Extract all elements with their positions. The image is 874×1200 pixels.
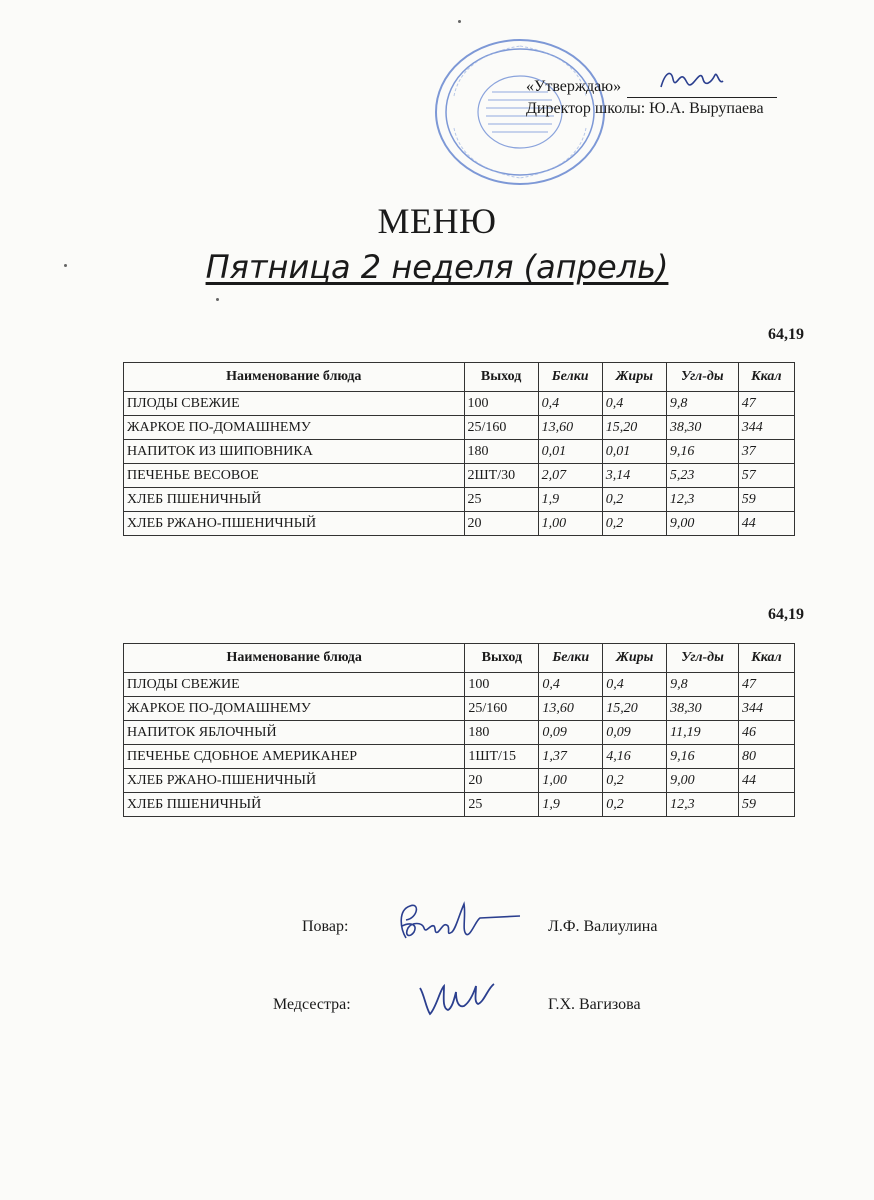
col-header-name: Наименование блюда bbox=[124, 644, 465, 673]
table-row bbox=[124, 392, 795, 416]
dish-carbs: 38,30 bbox=[666, 416, 738, 440]
dish-kcal: 47 bbox=[738, 673, 794, 697]
dish-kcal: 37 bbox=[738, 440, 794, 464]
table-row bbox=[124, 697, 795, 721]
dish-fats: 4,16 bbox=[603, 745, 667, 769]
dish-output: 1ШТ/15 bbox=[465, 745, 539, 769]
dish-proteins: 0,09 bbox=[539, 721, 603, 745]
dish-name: НАПИТОК ЯБЛОЧНЫЙ bbox=[124, 721, 465, 745]
table-row bbox=[124, 440, 795, 464]
menu-price: 64,19 bbox=[768, 606, 804, 623]
approval-label: «Утверждаю» bbox=[526, 78, 622, 95]
dish-name: ХЛЕБ ПШЕНИЧНЫЙ bbox=[124, 488, 465, 512]
dish-name: ПЛОДЫ СВЕЖИЕ bbox=[124, 392, 465, 416]
dish-kcal: 44 bbox=[738, 769, 794, 793]
dish-kcal: 57 bbox=[738, 464, 794, 488]
menu-price: 64,19 bbox=[768, 326, 804, 343]
dish-carbs: 5,23 bbox=[666, 464, 738, 488]
table-row bbox=[124, 464, 795, 488]
dish-kcal: 46 bbox=[738, 721, 794, 745]
dish-proteins: 1,37 bbox=[539, 745, 603, 769]
dish-name: ПЕЧЕНЬЕ СДОБНОЕ АМЕРИКАНЕР bbox=[124, 745, 465, 769]
dish-proteins: 1,9 bbox=[539, 793, 603, 817]
dish-carbs: 38,30 bbox=[667, 697, 739, 721]
scan-speck bbox=[458, 20, 461, 23]
table-row bbox=[124, 769, 795, 793]
page-title: МЕНЮ bbox=[377, 201, 497, 241]
nurse-name: Г.Х. Вагизова bbox=[548, 996, 641, 1013]
table-row bbox=[124, 416, 795, 440]
approval-block bbox=[526, 76, 806, 120]
col-header-fats: Жиры bbox=[603, 644, 667, 673]
dish-name: НАПИТОК ИЗ ШИПОВНИКА bbox=[124, 440, 465, 464]
dish-output: 25 bbox=[464, 488, 538, 512]
director-signature-line bbox=[627, 79, 777, 98]
dish-output: 2ШТ/30 bbox=[464, 464, 538, 488]
dish-name: ЖАРКОЕ ПО-ДОМАШНЕМУ bbox=[124, 697, 465, 721]
scan-speck bbox=[64, 264, 67, 267]
dish-proteins: 0,01 bbox=[538, 440, 602, 464]
dish-name: ПЕЧЕНЬЕ ВЕСОВОЕ bbox=[124, 464, 465, 488]
table-row bbox=[124, 488, 795, 512]
dish-output: 20 bbox=[464, 512, 538, 536]
dish-fats: 0,2 bbox=[602, 488, 666, 512]
director-name: Директор школы: Ю.А. Вырупаева bbox=[526, 100, 764, 117]
dish-carbs: 9,16 bbox=[666, 440, 738, 464]
dish-proteins: 0,4 bbox=[538, 392, 602, 416]
dish-carbs: 9,00 bbox=[667, 769, 739, 793]
col-header-proteins: Белки bbox=[539, 644, 603, 673]
table-header-row bbox=[124, 644, 795, 673]
table-row bbox=[124, 745, 795, 769]
nurse-role: Медсестра: bbox=[273, 996, 351, 1013]
dish-fats: 0,2 bbox=[603, 769, 667, 793]
director-signature bbox=[657, 65, 727, 95]
dish-kcal: 44 bbox=[738, 512, 794, 536]
dish-carbs: 12,3 bbox=[667, 793, 739, 817]
table-header-row bbox=[124, 363, 795, 392]
dish-fats: 3,14 bbox=[602, 464, 666, 488]
scan-speck bbox=[216, 298, 219, 301]
cook-role: Повар: bbox=[302, 918, 349, 935]
dish-fats: 0,2 bbox=[603, 793, 667, 817]
dish-carbs: 9,16 bbox=[667, 745, 739, 769]
dish-output: 25/160 bbox=[465, 697, 539, 721]
dish-fats: 0,4 bbox=[602, 392, 666, 416]
dish-kcal: 59 bbox=[738, 488, 794, 512]
dish-carbs: 9,8 bbox=[666, 392, 738, 416]
col-header-carbs: Угл-ды bbox=[667, 644, 739, 673]
dish-name: ПЛОДЫ СВЕЖИЕ bbox=[124, 673, 465, 697]
col-header-kcal: Ккал bbox=[738, 644, 794, 673]
dish-name: ХЛЕБ ПШЕНИЧНЫЙ bbox=[124, 793, 465, 817]
dish-kcal: 344 bbox=[738, 697, 794, 721]
dish-proteins: 1,00 bbox=[539, 769, 603, 793]
dish-proteins: 2,07 bbox=[538, 464, 602, 488]
dish-kcal: 344 bbox=[738, 416, 794, 440]
dish-proteins: 1,00 bbox=[538, 512, 602, 536]
col-header-proteins: Белки bbox=[538, 363, 602, 392]
dish-carbs: 11,19 bbox=[667, 721, 739, 745]
nurse-signature bbox=[414, 978, 504, 1018]
col-header-kcal: Ккал bbox=[738, 363, 794, 392]
dish-fats: 0,2 bbox=[602, 512, 666, 536]
dish-carbs: 9,8 bbox=[667, 673, 739, 697]
dish-proteins: 0,4 bbox=[539, 673, 603, 697]
menu-table bbox=[123, 362, 795, 536]
page-subtitle: Пятница 2 неделя (апрель) bbox=[205, 248, 669, 286]
col-header-output: Выход bbox=[465, 644, 539, 673]
dish-output: 20 bbox=[465, 769, 539, 793]
dish-proteins: 13,60 bbox=[538, 416, 602, 440]
col-header-name: Наименование блюда bbox=[124, 363, 465, 392]
col-header-carbs: Угл-ды bbox=[666, 363, 738, 392]
cook-name: Л.Ф. Валиулина bbox=[548, 918, 658, 935]
dish-kcal: 80 bbox=[738, 745, 794, 769]
dish-carbs: 12,3 bbox=[666, 488, 738, 512]
dish-output: 100 bbox=[464, 392, 538, 416]
dish-output: 100 bbox=[465, 673, 539, 697]
table-row bbox=[124, 721, 795, 745]
cook-signature bbox=[384, 898, 524, 944]
dish-proteins: 1,9 bbox=[538, 488, 602, 512]
col-header-output: Выход bbox=[464, 363, 538, 392]
dish-output: 180 bbox=[465, 721, 539, 745]
table-row bbox=[124, 793, 795, 817]
dish-output: 180 bbox=[464, 440, 538, 464]
dish-fats: 0,09 bbox=[603, 721, 667, 745]
dish-name: ХЛЕБ РЖАНО-ПШЕНИЧНЫЙ bbox=[124, 769, 465, 793]
dish-output: 25/160 bbox=[464, 416, 538, 440]
dish-fats: 15,20 bbox=[603, 697, 667, 721]
dish-proteins: 13,60 bbox=[539, 697, 603, 721]
dish-carbs: 9,00 bbox=[666, 512, 738, 536]
dish-name: ХЛЕБ РЖАНО-ПШЕНИЧНЫЙ bbox=[124, 512, 465, 536]
menu-table bbox=[123, 643, 795, 817]
col-header-fats: Жиры bbox=[602, 363, 666, 392]
dish-name: ЖАРКОЕ ПО-ДОМАШНЕМУ bbox=[124, 416, 465, 440]
dish-output: 25 bbox=[465, 793, 539, 817]
dish-fats: 15,20 bbox=[602, 416, 666, 440]
dish-fats: 0,4 bbox=[603, 673, 667, 697]
dish-fats: 0,01 bbox=[602, 440, 666, 464]
table-row bbox=[124, 512, 795, 536]
dish-kcal: 59 bbox=[738, 793, 794, 817]
dish-kcal: 47 bbox=[738, 392, 794, 416]
table-row bbox=[124, 673, 795, 697]
